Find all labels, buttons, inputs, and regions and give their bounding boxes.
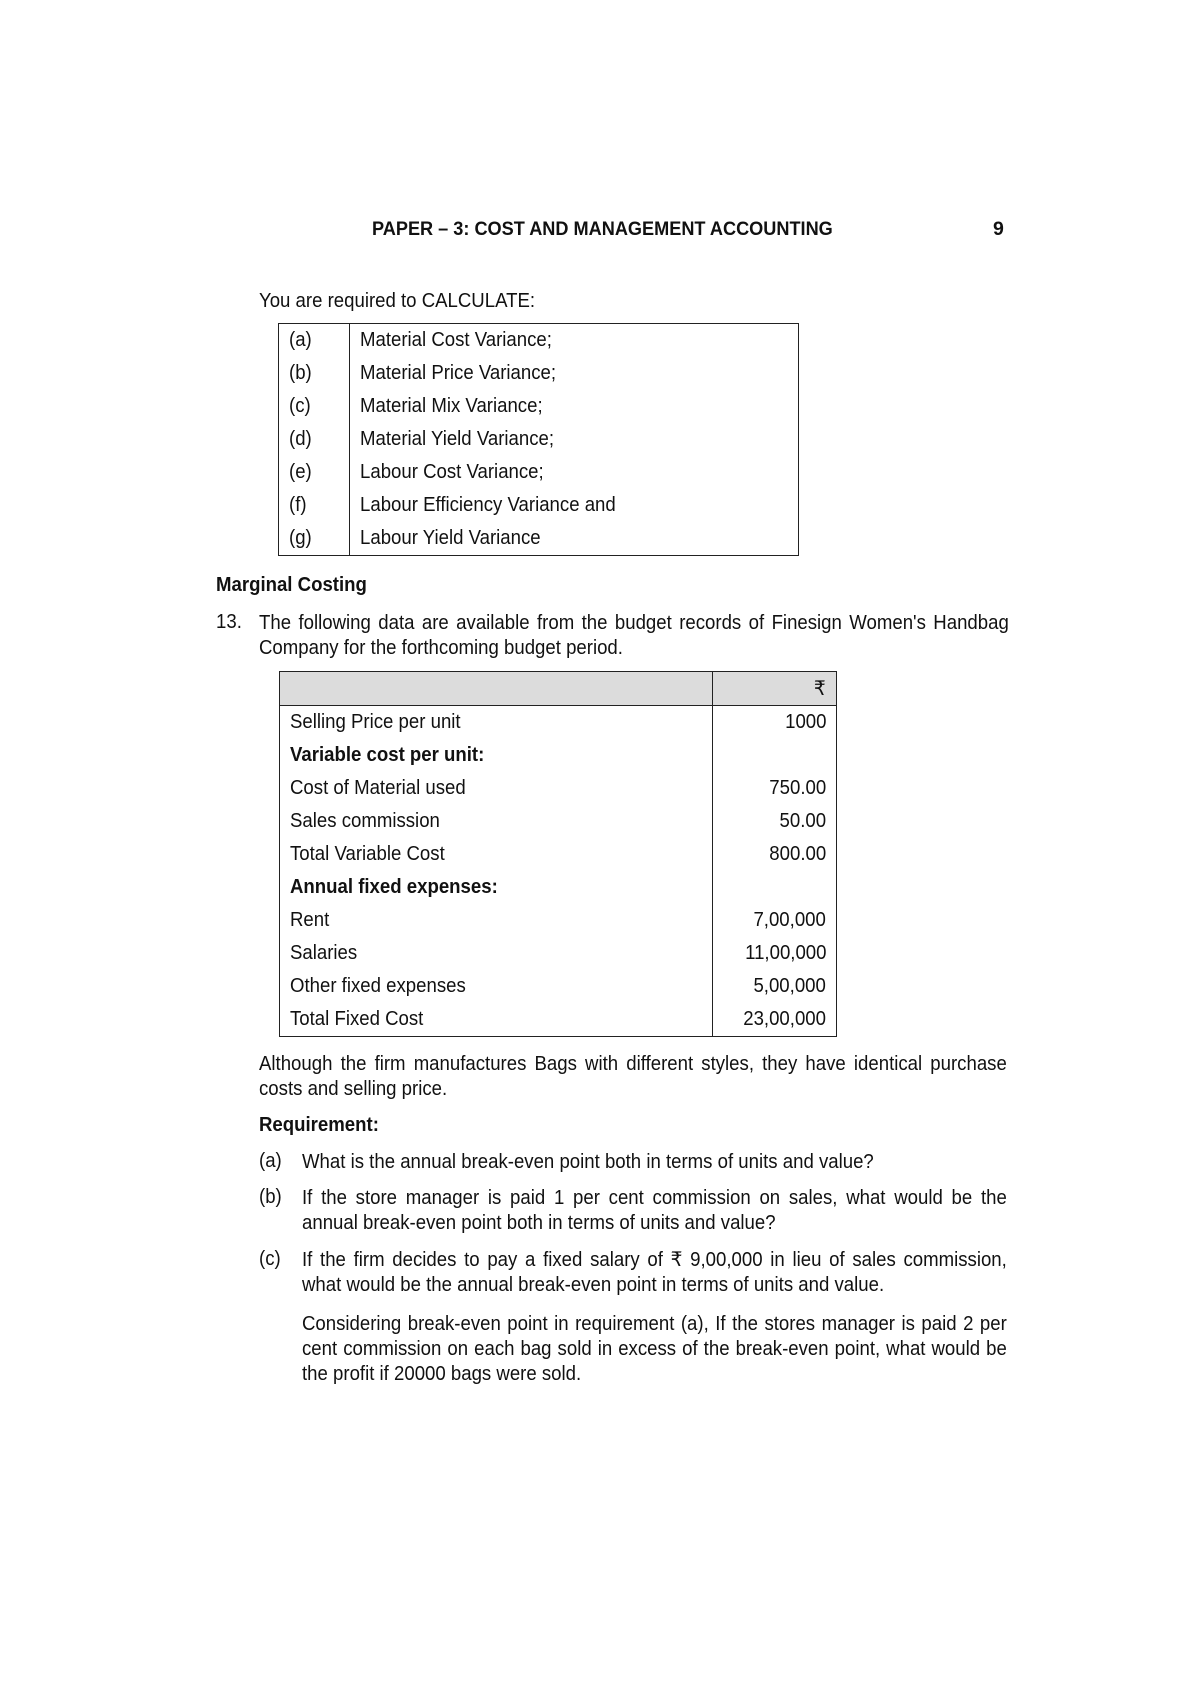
calc-row: [279, 324, 799, 358]
row-label: Total Fixed Cost: [290, 1008, 424, 1030]
row-label: Total Variable Cost: [290, 843, 445, 865]
calc-label: (c): [289, 395, 311, 417]
row-label: Sales commission: [290, 810, 440, 832]
requirement-text: What is the annual break-even point both in terms of units and value?: [302, 1151, 874, 1173]
row-value: 750.00: [769, 777, 826, 799]
calc-row: [279, 423, 799, 456]
calc-row: [279, 357, 799, 390]
row-value: 5,00,000: [753, 975, 826, 997]
note-text: Although the firm manufactures Bags with different styles, they have identical purchase costs and selling price.: [259, 1053, 1007, 1100]
requirement-a: [302, 1150, 1007, 1175]
calc-text: Labour Yield Variance: [360, 527, 541, 549]
calc-text: Material Cost Variance;: [360, 329, 552, 351]
table-row: [280, 871, 837, 904]
budget-table: [279, 671, 837, 1037]
calc-row: [279, 522, 799, 556]
row-label: Selling Price per unit: [290, 711, 461, 733]
calc-text: Material Mix Variance;: [360, 395, 543, 417]
calculate-list-table: [278, 323, 799, 556]
question-number: 13.: [216, 611, 242, 633]
calc-text: Material Price Variance;: [360, 362, 557, 384]
row-value: 1000: [784, 711, 826, 733]
calc-row: [279, 456, 799, 489]
table-row: [280, 805, 837, 838]
calc-label: (g): [289, 527, 312, 549]
requirement-heading: Requirement:: [259, 1114, 379, 1136]
calc-label: (e): [289, 461, 312, 483]
calc-row: [279, 489, 799, 522]
calc-label: (f): [289, 494, 307, 516]
currency-symbol: ₹: [814, 678, 826, 700]
row-value: 11,00,000: [744, 942, 826, 964]
row-label: Annual fixed expenses:: [290, 876, 498, 898]
paper-title: PAPER – 3: COST AND MANAGEMENT ACCOUNTING: [372, 218, 833, 240]
row-label: Rent: [290, 909, 330, 931]
calc-label: (b): [289, 362, 312, 384]
calculate-intro: You are required to CALCULATE:: [259, 290, 536, 312]
table-row: [280, 937, 837, 970]
requirement-label-b: (b): [259, 1186, 282, 1208]
final-paragraph-text: Considering break-even point in requirement (a), If the stores manager is paid 2 per cent commission on each bag sold in excess of the break-even point, what would be the profit if 20000 bags were sold.: [302, 1313, 1007, 1385]
section-heading: Marginal Costing: [216, 574, 367, 596]
calc-label: (a): [289, 329, 312, 351]
table-row: [280, 904, 837, 937]
row-value: 7,00,000: [753, 909, 826, 931]
calc-row: [279, 390, 799, 423]
budget-header-label: [280, 672, 713, 706]
table-row: [280, 739, 837, 772]
requirement-text: If the firm decides to pay a fixed salary of ₹ 9,00,000 in lieu of sales commission, what would be the annual break-even point in terms of units and value.: [302, 1249, 1007, 1296]
row-value: 23,00,000: [743, 1008, 826, 1030]
requirement-c: [302, 1248, 1007, 1298]
page-header: [0, 218, 1191, 244]
calc-text: Labour Efficiency Variance and: [360, 494, 616, 516]
question-text: [259, 611, 1009, 661]
row-label: Cost of Material used: [290, 777, 466, 799]
page-number: 9: [993, 218, 1004, 240]
question-body: The following data are available from the budget records of Finesign Women's Handbag Company for the forthcoming budget period.: [259, 612, 1009, 659]
table-row: [280, 970, 837, 1003]
budget-header-row: [280, 672, 837, 706]
final-paragraph: [302, 1312, 1007, 1387]
requirement-label-c: (c): [259, 1248, 281, 1270]
calc-text: Material Yield Variance;: [360, 428, 555, 450]
table-row: [280, 706, 837, 740]
table-row: [280, 838, 837, 871]
requirement-text: If the store manager is paid 1 per cent commission on sales, what would be the annual break-even point both in terms of units and value?: [302, 1187, 1007, 1234]
table-row: [280, 772, 837, 805]
row-value: 800.00: [769, 843, 826, 865]
calc-label: (d): [289, 428, 312, 450]
requirement-label-a: (a): [259, 1150, 282, 1172]
row-label: Other fixed expenses: [290, 975, 466, 997]
row-label: Variable cost per unit:: [290, 744, 485, 766]
row-label: Salaries: [290, 942, 358, 964]
note-paragraph: [259, 1052, 1007, 1102]
calc-text: Labour Cost Variance;: [360, 461, 544, 483]
requirement-b: [302, 1186, 1007, 1236]
row-value: 50.00: [779, 810, 826, 832]
table-row: [280, 1003, 837, 1037]
